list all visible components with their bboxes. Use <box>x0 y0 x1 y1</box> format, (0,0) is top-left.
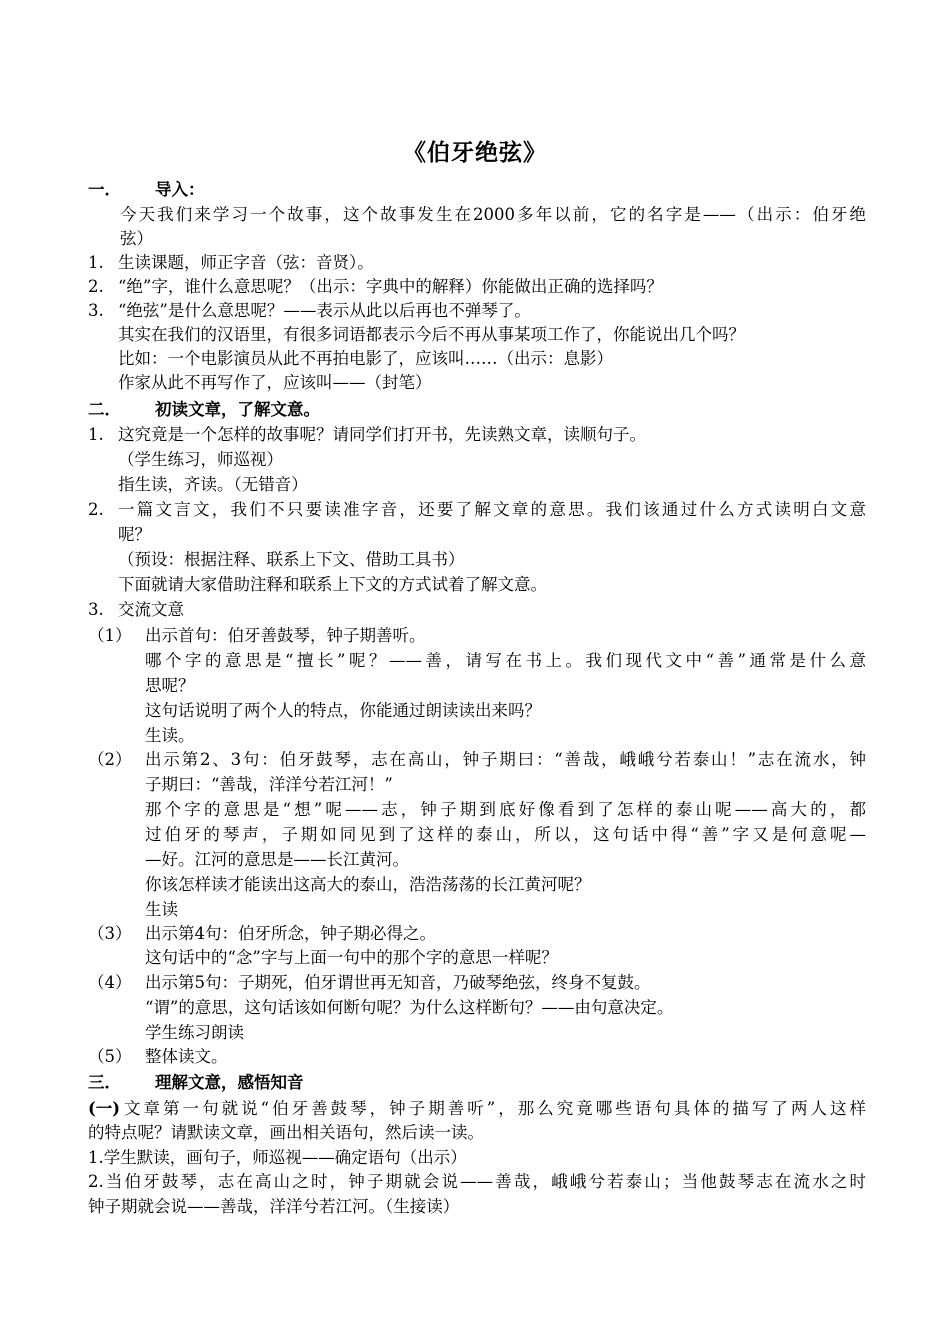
paragraph-line: 其实在我们的汉语里，有很多词语都表示今后不再从事某项工作了，你能说出几个吗？ <box>118 325 745 344</box>
paragraph-line: （学生练习，师巡视） <box>118 450 283 469</box>
section-3-number: 三． <box>88 1073 121 1092</box>
sub-item-number: （3） <box>88 924 132 943</box>
section-2-heading: 初读文章，了解文意。 <box>155 400 320 419</box>
list-item: 这究竟是一个怎样的故事呢？请同学们打开书，先读熟文章，读顺句子。 <box>118 425 646 444</box>
sub-item-line: 你该怎样读才能读出这高大的泰山，浩浩荡荡的长江黄河呢？ <box>145 875 591 894</box>
sub-item-line: 出示第5句：子期死，伯牙谓世再无知音，乃破琴绝弦，终身不复鼓。 <box>145 973 651 992</box>
paragraph-line: （预设：根据注释、联系上下文、借助工具书） <box>118 550 465 569</box>
list-number: 1. <box>88 253 104 272</box>
list-item: 交流文意 <box>118 600 184 619</box>
list-number: 2. <box>88 277 104 296</box>
list-number: 3. <box>88 301 104 320</box>
sub-item-line: 出示首句：伯牙善鼓琴，钟子期善听。 <box>145 626 426 645</box>
list-number: 1. <box>88 425 104 444</box>
paragraph-line: 1.学生默读，画句子，师巡视——确定语句（出示） <box>88 1148 467 1167</box>
sub-item-line: 出示第2、3句：伯牙鼓琴，志在高山，钟子期曰：“善哉，峨峨兮若泰山！”志在流水，钟 <box>145 750 866 769</box>
sub-item-line: 这句话说明了两个人的特点，你能通过朗读读出来吗？ <box>145 701 541 720</box>
document-title: 《伯牙绝弦》 <box>403 139 547 166</box>
list-number: 3. <box>88 600 104 619</box>
sub-item-line: 整体读文。 <box>145 1047 228 1066</box>
sub-item-line: 这句话中的“念”字与上面一句中的那个字的意思一样呢？ <box>145 948 558 967</box>
paragraph-line: 指生读，齐读。（无错音） <box>118 475 308 494</box>
intro-line-2: 弦） <box>120 229 153 248</box>
sub-section-label: (一) <box>88 1099 121 1118</box>
sub-item-number: （5） <box>88 1047 132 1066</box>
paragraph-line: 作家从此不再写作了，应该叫——（封笔） <box>118 373 432 392</box>
sub-item-line: 过伯牙的琴声，子期如同见到了这样的泰山，所以，这句话中得“善”字又是何意呢— <box>145 825 866 844</box>
paragraph-line: 呢？ <box>118 525 151 544</box>
section-3-heading: 理解文意，感悟知音 <box>155 1073 304 1092</box>
sub-item-number: （4） <box>88 973 132 992</box>
sub-item-number: （2） <box>88 750 132 769</box>
sub-item-line: 那个字的意思是“想”呢——志，钟子期到底好像看到了怎样的泰山呢——高大的，都 <box>145 800 866 819</box>
sub-item-number: （1） <box>88 626 132 645</box>
sub-item-line: 子期曰：“善哉，洋洋兮若江河！” <box>145 775 393 794</box>
paragraph-line: 的特点呢？请默读文章，画出相关语句，然后读一读。 <box>88 1123 484 1142</box>
paragraph-line: 下面就请大家借助注释和联系上下文的方式试着了解文意。 <box>118 575 547 594</box>
sub-item-line: 哪个字的意思是“擅长”呢？——善，请写在书上。我们现代文中“善”通常是什么意 <box>145 651 866 670</box>
paragraph-line: 比如：一个电影演员从此不再拍电影了，应该叫……（出示：息影） <box>118 349 613 368</box>
list-item: “绝弦”是什么意思呢？——表示从此以后再也不弹琴了。 <box>118 301 531 320</box>
section-1-number: 一． <box>88 180 121 199</box>
sub-item-line: 出示第4句：伯牙所念，钟子期必得之。 <box>145 924 436 943</box>
sub-item-line: 思呢？ <box>145 676 195 695</box>
sub-item-line: 生读 <box>145 900 178 919</box>
paragraph-line: 钟子期就会说——善哉，洋洋兮若江河。（生接读） <box>88 1197 460 1216</box>
list-item: 生读课题，师正字音（弦：音贤）。 <box>118 253 374 272</box>
sub-item-line: 生读。 <box>145 726 195 745</box>
section-1-heading: 导入： <box>155 180 205 199</box>
sub-item-line: “谓”的意思，这句话该如何断句呢？为什么这样断句？——由句意决定。 <box>145 998 674 1017</box>
paragraph-line: 文章第一句就说“伯牙善鼓琴，钟子期善听”，那么究竟哪些语句具体的描写了两人这样 <box>124 1099 866 1118</box>
list-number: 2. <box>88 500 104 519</box>
section-2-number: 二． <box>88 400 121 419</box>
sub-item-line: 学生练习朗读 <box>145 1023 244 1042</box>
intro-line-1: 今天我们来学习一个故事，这个故事发生在2000多年以前，它的名字是——（出示：伯牙绝 <box>120 205 866 224</box>
list-item: 一篇文言文，我们不只要读准字音，还要了解文章的意思。我们该通过什么方式读明白文意 <box>118 500 866 519</box>
paragraph-line: 2.当伯牙鼓琴，志在高山之时，钟子期就会说——善哉，峨峨兮若泰山；当他鼓琴志在流水之时 <box>88 1172 866 1191</box>
sub-item-line: —好。江河的意思是——长江黄河。 <box>145 850 409 869</box>
list-item: “绝”字，谁什么意思呢？（出示：字典中的解释）你能做出正确的选择吗？ <box>118 277 663 296</box>
